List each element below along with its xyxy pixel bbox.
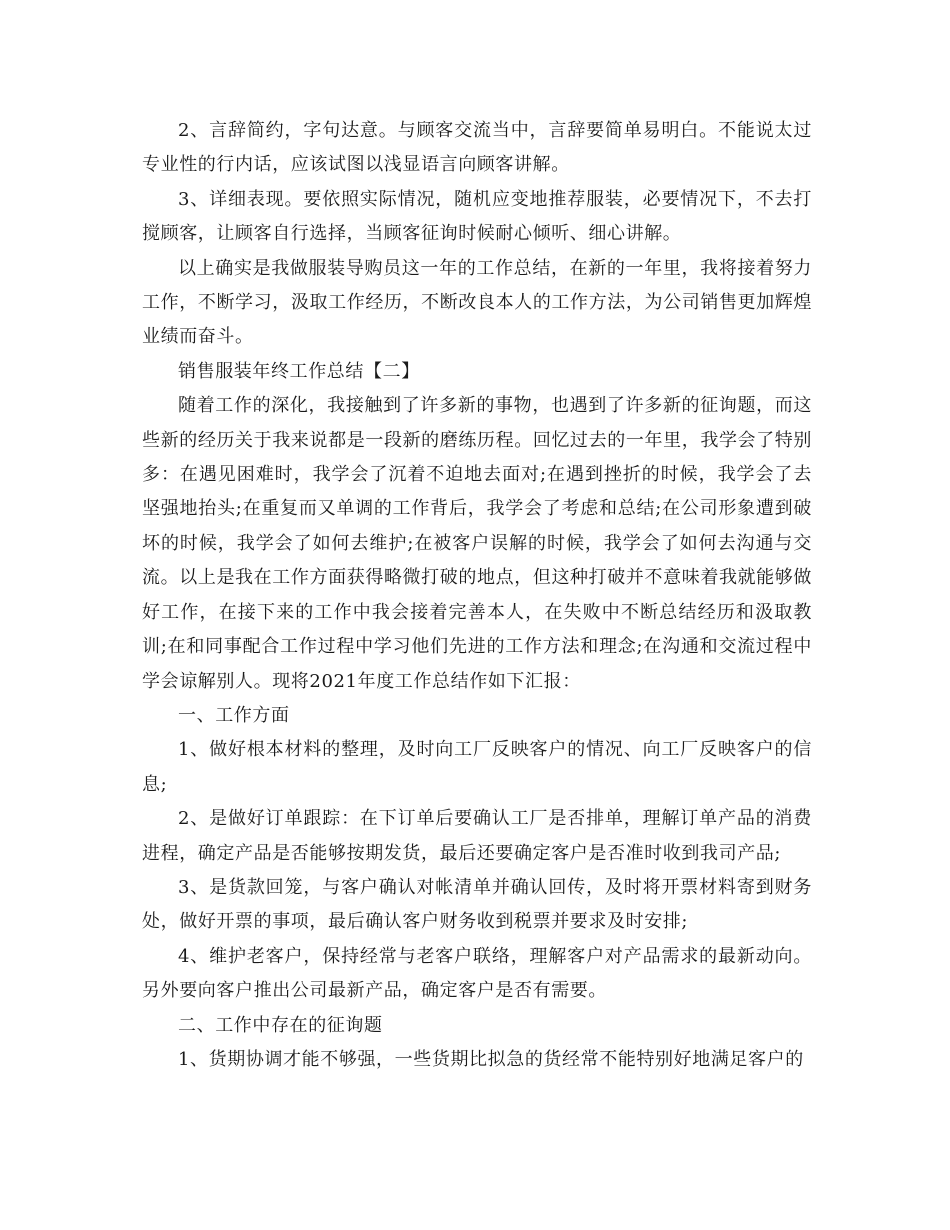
- heading-problems: 二、工作中存在的征询题: [178, 1014, 383, 1036]
- paragraph-work-1: 1、做好根本材料的整理，及时向工厂反映客户的情况、向工厂反映客户的信息;: [142, 739, 812, 795]
- document-page: [142, 114, 812, 1077]
- paragraph-point-3: 3、详细表现。要依照实际情况，随机应变地推荐服装，必要情况下，不去打搅顾客，让顾客自行选择，当顾客征询时候耐心倾听、细心讲解。: [142, 188, 812, 245]
- paragraph-work-2: 2、是做好订单跟踪：在下订单后要确认工厂是否排单，理解订单产品的消费进程，确定产品是否能够按期发货，最后还要确定客户是否准时收到我司产品;: [142, 808, 812, 864]
- section-title-two: 销售服装年终工作总结【二】: [178, 360, 420, 382]
- paragraph-intro: 随着工作的深化，我接触到了许多新的事物，也遇到了许多新的征询题，而这些新的经历关于我来说都是一段新的磨练历程。回忆过去的一年里，我学会了特别多：在遇见困难时，我学会了沉着不迫地去面对;在遇到挫折的时候，我学会了去坚强地抬头;在重复而又单调的工作背后，我学会了考虑和总结;在公司形象遭到破坏的时候，我学会了如何去维护;在被客户误解的时候，我学会了如何去沟通与交流。以上是我在工作方面获得略微打破的地点，但这种打破并不意味着我就能够做好工作，在接下来的工作中我会接着完善本人，在失败中不断总结经历和汲取教训;在和同事配合工作过程中学习他们先进的工作方法和理念;在沟通和交流过程中学会谅解别人。现将2021年度工作总结作如下汇报：: [142, 395, 812, 692]
- paragraph-point-2: 2、言辞简约，字句达意。与顾客交流当中，言辞要简单易明白。不能说太过专业性的行内话，应该试图以浅显语言向顾客讲解。: [142, 120, 812, 176]
- paragraph-work-4: 4、维护老客户，保持经常与老客户联络，理解客户对产品需求的最新动向。另外要向客户推出公司最新产品，确定客户是否有需要。: [142, 945, 812, 1002]
- paragraph-summary: 以上确实是我做服装导购员这一年的工作总结，在新的一年里，我将接着努力工作，不断学习，汲取工作经历，不断改良本人的工作方法，为公司销售更加辉煌业绩而奋斗。: [142, 257, 812, 348]
- paragraph-problem-1: 1、货期协调才能不够强，一些货期比拟急的货经常不能特别好地满足客户的: [178, 1048, 804, 1070]
- paragraph-work-3: 3、是货款回笼，与客户确认对帐清单并确认回传，及时将开票材料寄到财务处，做好开票的事项，最后确认客户财务收到税票并要求及时安排;: [142, 876, 812, 933]
- heading-work-aspects: 一、工作方面: [178, 704, 290, 726]
